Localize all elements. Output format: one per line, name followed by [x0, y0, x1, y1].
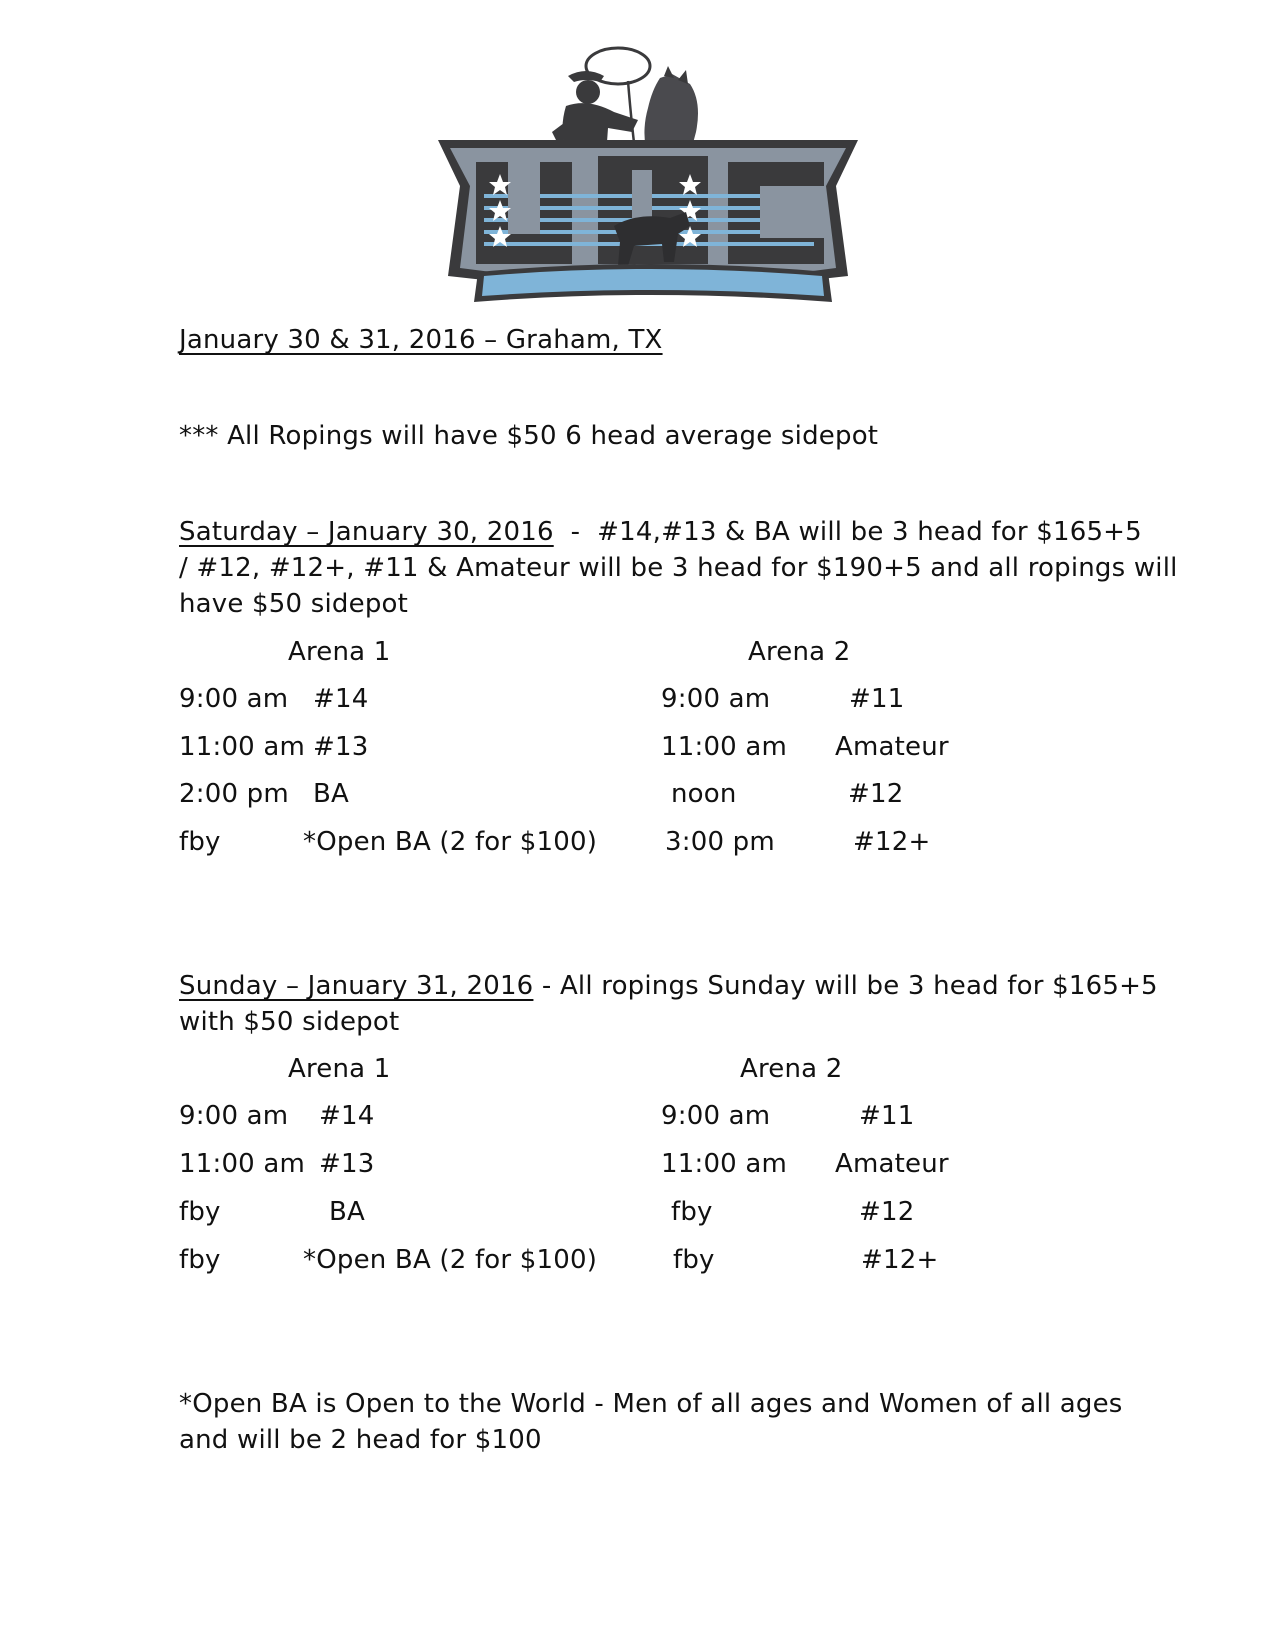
sat-a1-event: #13 [313, 732, 369, 762]
sat-a1-event: BA [313, 779, 350, 809]
sun-a2-time: 11:00 am [661, 1149, 788, 1179]
sat-a2-time: noon [671, 779, 737, 809]
ultimate-calf-roping-logo-icon [428, 36, 868, 316]
sunday-title: Sunday – January 31, 2016 [179, 971, 534, 1001]
sat-a2-time: 9:00 am [661, 684, 771, 714]
sunday-arena1-label: Arena 1 [288, 1054, 391, 1084]
sat-a1-time: 9:00 am [179, 684, 289, 714]
sidepot-notice: *** All Ropings will have $50 6 head average sidepot [179, 421, 879, 451]
sat-a1-event: *Open BA (2 for $100) [303, 827, 598, 857]
sun-a2-time: 9:00 am [661, 1101, 771, 1131]
sun-a2-time: fby [673, 1245, 715, 1275]
sun-a1-event: #13 [319, 1149, 375, 1179]
sun-a1-time: 9:00 am [179, 1101, 289, 1131]
sat-a2-time: 11:00 am [661, 732, 788, 762]
sunday-desc-1: - All ropings Sunday will be 3 head for $165+5 [533, 971, 1158, 1001]
footnote-line-2: and will be 2 head for $100 [179, 1425, 542, 1455]
sat-a2-event: Amateur [835, 732, 949, 762]
sat-a1-time: 2:00 pm [179, 779, 289, 809]
saturday-arena2-label: Arena 2 [748, 637, 851, 667]
sun-a1-event: #14 [319, 1101, 375, 1131]
sun-a1-time: 11:00 am [179, 1149, 306, 1179]
sunday-desc-2: with $50 sidepot [179, 1007, 400, 1037]
sun-a2-event: #11 [859, 1101, 915, 1131]
sun-a1-time: fby [179, 1245, 221, 1275]
sat-a2-time: 3:00 pm [665, 827, 775, 857]
sunday-arena2-label: Arena 2 [740, 1054, 843, 1084]
sun-a1-event: BA [329, 1197, 366, 1227]
sun-a2-event: #12 [859, 1197, 915, 1227]
sat-a2-event: #12+ [853, 827, 931, 857]
sunday-line-1 [179, 968, 1158, 1004]
sat-a1-time: fby [179, 827, 221, 857]
footnote-line-1: *Open BA is Open to the World - Men of all ages and Women of all ages [179, 1389, 1123, 1419]
sat-a1-time: 11:00 am [179, 732, 306, 762]
sat-a1-event: #14 [313, 684, 369, 714]
sat-a2-event: #11 [849, 684, 905, 714]
sun-a2-event: Amateur [835, 1149, 949, 1179]
sat-a2-event: #12 [848, 779, 904, 809]
saturday-desc-3: have $50 sidepot [179, 589, 409, 619]
sun-a2-event: #12+ [861, 1245, 939, 1275]
saturday-title: Saturday – January 30, 2016 [179, 517, 554, 547]
saturday-arena1-label: Arena 1 [288, 637, 391, 667]
saturday-desc-1: - #14,#13 & BA will be 3 head for $165+5 [553, 517, 1142, 547]
sun-a2-time: fby [671, 1197, 713, 1227]
sun-a1-time: fby [179, 1197, 221, 1227]
saturday-desc-2: / #12, #12+, #11 & Amateur will be 3 head for $190+5 and all ropings will [179, 553, 1178, 583]
saturday-line-1 [179, 514, 1142, 550]
event-date-location: January 30 & 31, 2016 – Graham, TX [179, 325, 663, 355]
sun-a1-event: *Open BA (2 for $100) [303, 1245, 598, 1275]
